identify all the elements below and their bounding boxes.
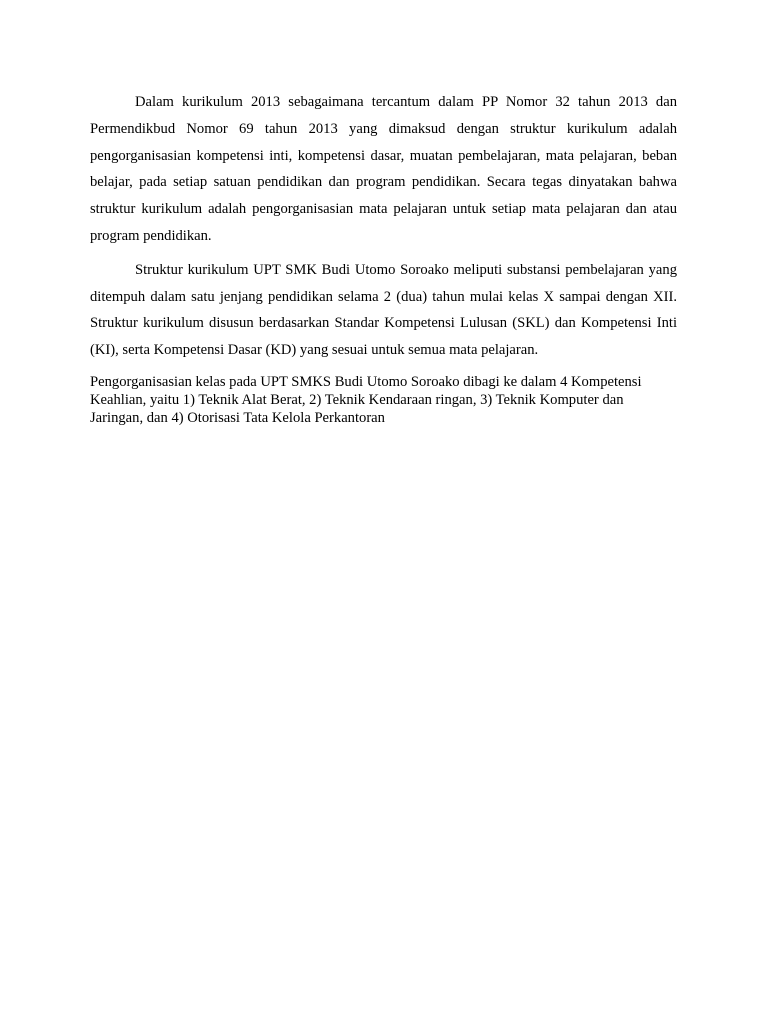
paragraph-pengorganisasian-kelas: Pengorganisasian kelas pada UPT SMKS Budi Utomo Soroako dibagi ke dalam 4 Kompetensi Keahlian, yaitu 1) Teknik Alat Berat, 2) Teknik Kendaraan ringan, 3) Teknik Komputer dan Jaringan, dan 4) Otorisasi Tata Kelola Perkantoran — [90, 373, 642, 427]
paragraph-kurikulum-2013: Dalam kurikulum 2013 sebagaimana tercantum dalam PP Nomor 32 tahun 2013 dan Permendikbud Nomor 69 tahun 2013 yang dimaksud dengan struktur kurikulum adalah pengorganisasian kompetensi inti, kompetensi dasar, muatan pembelajaran, mata pelajaran, beban belajar, pada setiap satuan pendidikan dan program pendidikan. Secara tegas dinyatakan bahwa struktur kurikulum adalah pengorganisasian mata pelajaran untuk setiap mata pelajaran dan atau program pendidikan. — [90, 94, 677, 244]
document-body — [90, 89, 677, 428]
paragraph-struktur-kurikulum: Struktur kurikulum UPT SMK Budi Utomo Soroako meliputi substansi pembelajaran yang ditempuh dalam satu jenjang pendidikan selama 2 (dua) tahun mulai kelas X sampai dengan XII. Struktur kurikulum disusun berdasarkan Standar Kompetensi Lulusan (SKL) dan Kompetensi Inti (KI), serta Kompetensi Dasar (KD) yang sesuai untuk semua mata pelajaran. — [90, 261, 677, 359]
